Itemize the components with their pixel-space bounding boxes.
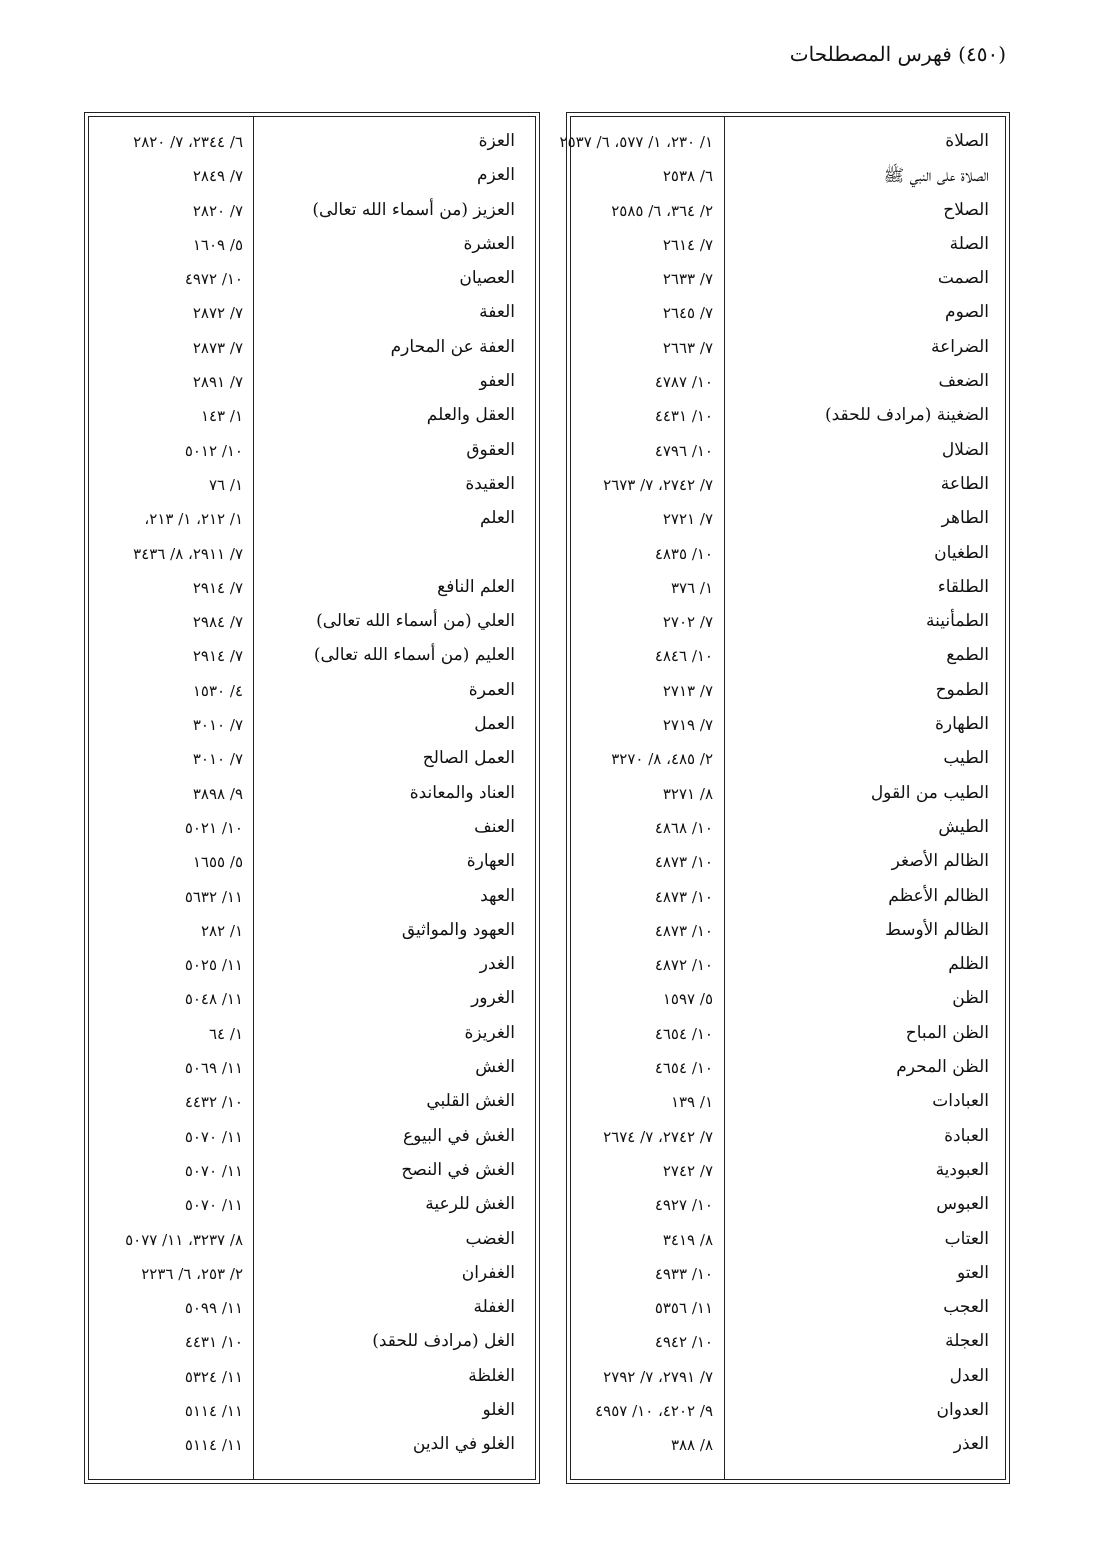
index-term: العدل	[949, 1365, 989, 1386]
index-term: العهود والمواثيق	[401, 919, 515, 940]
index-term: الغش في البيوع	[403, 1125, 515, 1146]
index-entry	[85, 333, 539, 367]
index-reference: ١/ ٦٤	[208, 1024, 243, 1043]
index-term: العقوق	[466, 439, 515, 460]
index-entry	[567, 847, 1009, 881]
index-entry	[85, 264, 539, 298]
index-entry	[567, 1430, 1009, 1464]
index-entry	[567, 882, 1009, 916]
index-entry	[85, 1087, 539, 1121]
index-reference: ٧/ ٢٦٣٣	[662, 270, 713, 289]
index-entry	[85, 1362, 539, 1396]
index-entry	[567, 607, 1009, 641]
index-entry	[85, 916, 539, 950]
index-entry	[567, 298, 1009, 332]
index-entry	[85, 1396, 539, 1430]
index-term: الغفران	[461, 1262, 515, 1283]
index-reference: ٧/ ٢٨٤٩	[192, 167, 243, 186]
index-reference: ٧/ ٢٧٤٢	[662, 1161, 713, 1180]
index-term: الطهارة	[935, 714, 989, 735]
index-entry	[567, 813, 1009, 847]
index-reference: ٧/ ٢٩١١، ٨/ ٣٤٣٦	[133, 544, 243, 563]
index-term: العذر	[953, 1434, 989, 1455]
index-entry	[567, 196, 1009, 230]
index-term: الظن	[952, 988, 989, 1009]
index-entry	[567, 264, 1009, 298]
index-reference: ١١/ ٥٠٩٩	[184, 1299, 243, 1318]
index-term: الظالم الأعظم	[888, 885, 989, 906]
index-reference: ٨/ ٣٤١٩	[662, 1230, 713, 1249]
index-reference: ١٠/ ٥٠٢١	[184, 818, 243, 837]
index-reference: ١١/ ٥٠٦٩	[184, 1059, 243, 1078]
index-term: الضعف	[938, 371, 989, 392]
index-entry	[85, 1293, 539, 1327]
index-reference: ١٠/ ٤٩٢٧	[654, 1196, 713, 1215]
index-reference: ١٠/ ٤٨٧٣	[654, 887, 713, 906]
index-reference: ١/ ٣٧٦	[670, 578, 713, 597]
index-reference: ١١/ ٥٣٢٤	[184, 1367, 243, 1386]
index-entry	[85, 1225, 539, 1259]
index-term: العبادة	[944, 1125, 989, 1146]
index-reference: ٧/ ٢٦١٤	[662, 235, 713, 254]
index-entry	[85, 744, 539, 778]
index-reference: ١/ ١٣٩	[670, 1093, 713, 1112]
index-reference: ٧/ ٢٨٩١	[192, 373, 243, 392]
index-term: العنف	[474, 816, 515, 837]
index-reference: ٧/ ٢٩٨٤	[192, 613, 243, 632]
index-reference: ١/ ١٤٣	[200, 407, 243, 426]
index-term: العجب	[943, 1297, 989, 1318]
index-term: الطغيان	[934, 542, 989, 563]
index-term: الظلم	[948, 954, 989, 975]
index-term: الظالم الأوسط	[885, 919, 989, 940]
index-reference: ١١/ ٥٠٧٠	[184, 1127, 243, 1146]
index-term: العلي (من أسماء الله تعالى)	[316, 611, 515, 632]
index-term: الغش القلبي	[426, 1091, 515, 1112]
index-column-left	[84, 112, 540, 1484]
index-reference: ١٠/ ٤٧٨٧	[654, 373, 713, 392]
index-reference: ٧/ ٢٧١٩	[662, 716, 713, 735]
index-term: العقيدة	[465, 473, 515, 494]
index-term: الغلو	[482, 1399, 515, 1420]
index-reference: ١٠/ ٤٨٧٣	[654, 853, 713, 872]
index-reference: ١/ ٧٦	[208, 475, 243, 494]
index-reference: ٨/ ٣٢٧١	[662, 784, 713, 803]
index-reference: ٧/ ٢٧١٣	[662, 681, 713, 700]
index-term: العفة عن المحارم	[390, 336, 515, 357]
index-entry	[567, 710, 1009, 744]
index-reference: ٤/ ١٥٣٠	[192, 681, 243, 700]
index-term: الظالم الأصغر	[891, 851, 989, 872]
index-term: الطمع	[946, 645, 989, 666]
index-term: الصلاح	[943, 199, 989, 220]
index-term: العقل والعلم	[426, 405, 515, 426]
index-entry	[559, 127, 1009, 161]
index-term: الطيب من القول	[870, 782, 989, 803]
index-term: العتاب	[944, 1228, 989, 1249]
index-term: العتو	[956, 1262, 989, 1283]
index-term: الغلظة	[468, 1365, 515, 1386]
index-reference: ٦/ ٢٥٣٨	[662, 167, 713, 186]
index-reference: ١٠/ ٤٤٣١	[654, 407, 713, 426]
index-reference: ١١/ ٥٣٥٦	[654, 1299, 713, 1318]
index-reference: ١٠/ ٤٦٥٤	[654, 1024, 713, 1043]
index-term: الغش في النصح	[401, 1159, 515, 1180]
index-reference: ٨/ ٣٨٨	[670, 1436, 713, 1455]
index-term: الطمأنينة	[926, 611, 989, 632]
index-reference: ١٠/ ٤٨٧٢	[654, 956, 713, 975]
index-entry	[85, 436, 539, 470]
index-entry	[567, 950, 1009, 984]
index-reference: ٧/ ٢٦٤٥	[662, 304, 713, 323]
index-reference: ١٠/ ٤٨٤٦	[654, 647, 713, 666]
index-reference: ١٠/ ٤٤٣١	[184, 1333, 243, 1352]
index-reference: ٧/ ٢٨٧٣	[192, 338, 243, 357]
index-term: الغش	[475, 1057, 515, 1078]
index-entry	[567, 744, 1009, 778]
index-reference: ١١/ ٥١١٤	[184, 1401, 243, 1420]
index-entry	[85, 504, 539, 538]
index-term: الطيب	[943, 748, 989, 769]
index-entry	[85, 401, 539, 435]
index-term: العمل الصالح	[422, 748, 515, 769]
index-term: الطموح	[935, 679, 989, 700]
index-reference: ١/ ٢٨٢	[200, 921, 243, 940]
index-term: العناد والمعاندة	[409, 782, 515, 803]
index-entry	[567, 367, 1009, 401]
index-term: الغضب	[465, 1228, 515, 1249]
index-reference: ١٠/ ٤٦٥٤	[654, 1059, 713, 1078]
index-term: العهد	[480, 885, 515, 906]
page-header: (٤٥٠) فهرس المصطلحات	[789, 42, 1006, 66]
index-term: الغريزة	[464, 1022, 515, 1043]
index-reference: ١١/ ٥٠٧٠	[184, 1196, 243, 1215]
index-term: الغدر	[479, 954, 515, 975]
index-reference: ١٠/ ٤٩٤٢	[654, 1333, 713, 1352]
index-entry	[85, 1053, 539, 1087]
index-reference: ٧/ ٢٩١٤	[192, 647, 243, 666]
index-term: العهارة	[466, 851, 515, 872]
index-term: الطلقاء	[937, 576, 989, 597]
index-reference: ٧/ ٢٧٤٢، ٧/ ٢٦٧٣	[603, 475, 713, 494]
index-entry	[85, 882, 539, 916]
index-entry	[85, 298, 539, 332]
index-column-right	[559, 112, 1010, 1484]
index-reference: ١/ ٢١٢، ١/ ٢١٣،	[144, 510, 243, 529]
index-entry	[567, 676, 1009, 710]
index-reference: ١٠/ ٤٤٣٢	[184, 1093, 243, 1112]
index-term: الظن المحرم	[896, 1057, 989, 1078]
index-term: الصلاة على النبي ﷺ	[883, 166, 989, 187]
index-entry	[85, 1156, 539, 1190]
index-entry	[85, 539, 539, 573]
index-entry	[567, 401, 1009, 435]
index-term: العمرة	[468, 679, 515, 700]
index-reference: ١١/ ٥٦٣٢	[184, 887, 243, 906]
index-term: العلم النافع	[437, 576, 515, 597]
index-entry	[567, 573, 1009, 607]
index-reference: ١٠/ ٤٨٧٣	[654, 921, 713, 940]
index-rows-left	[85, 127, 539, 1465]
index-term: العبودية	[935, 1159, 989, 1180]
index-entry	[85, 573, 539, 607]
index-reference: ٧/ ٣٠١٠	[192, 750, 243, 769]
index-reference: ٧/ ٢٧٢١	[662, 510, 713, 529]
index-entry	[567, 539, 1009, 573]
index-term: العبوس	[936, 1194, 989, 1215]
index-entry	[567, 1156, 1009, 1190]
index-entry	[85, 984, 539, 1018]
index-entry	[85, 367, 539, 401]
index-term: الغرور	[471, 988, 515, 1009]
index-entry	[567, 779, 1009, 813]
index-entry	[85, 641, 539, 675]
index-entry	[567, 1053, 1009, 1087]
index-entry	[567, 1190, 1009, 1224]
index-reference: ٧/ ٢٧٩١، ٧/ ٢٧٩٢	[603, 1367, 713, 1386]
index-term: العزم	[476, 165, 515, 186]
index-reference: ١١/ ٥٠٧٠	[184, 1161, 243, 1180]
index-term: الضلال	[941, 439, 989, 460]
index-term: الطيش	[938, 816, 989, 837]
index-term: العجلة	[945, 1331, 989, 1352]
index-term: العصيان	[459, 268, 515, 289]
index-reference: ٢/ ٢٥٣، ٦/ ٢٢٣٦	[141, 1264, 243, 1283]
index-reference: ٦/ ٢٣٤٤، ٧/ ٢٨٢٠	[133, 133, 243, 151]
index-reference: ١١/ ٥١١٤	[184, 1436, 243, 1455]
index-term: الضغينة (مرادف للحقد)	[825, 405, 989, 426]
index-entry	[85, 1327, 539, 1361]
index-entry	[567, 1362, 1009, 1396]
index-entry	[85, 1259, 539, 1293]
index-entry	[85, 161, 539, 195]
index-term: الضراعة	[930, 336, 989, 357]
index-entry	[567, 984, 1009, 1018]
index-reference: ٧/ ٢٨٢٠	[192, 201, 243, 220]
index-term: الصوم	[945, 302, 989, 323]
index-reference: ١٠/ ٤٩٧٢	[184, 270, 243, 289]
index-entry	[567, 436, 1009, 470]
index-reference: ١/ ٢٣٠، ١/ ٥٧٧، ٦/ ٢٥٣٧	[559, 133, 713, 151]
index-term: الصمت	[937, 268, 989, 289]
index-reference: ٥/ ١٦٥٥	[192, 853, 243, 872]
index-term: العفة	[479, 302, 515, 323]
index-entry	[85, 676, 539, 710]
index-entry	[85, 1430, 539, 1464]
index-term: العمل	[474, 714, 515, 735]
index-reference: ٧/ ٢٩١٤	[192, 578, 243, 597]
index-entry	[567, 1225, 1009, 1259]
index-term: الغش للرعية	[425, 1194, 515, 1215]
index-term: العلم	[479, 508, 515, 529]
index-entry	[567, 1259, 1009, 1293]
index-entry	[567, 1327, 1009, 1361]
index-reference: ١٠/ ٥٠١٢	[184, 441, 243, 460]
index-entry	[85, 470, 539, 504]
index-entry	[567, 333, 1009, 367]
index-entry	[85, 607, 539, 641]
index-entry	[85, 847, 539, 881]
index-rows-right	[559, 127, 1009, 1465]
index-reference: ٩/ ٣٨٩٨	[192, 784, 243, 803]
index-entry	[85, 1190, 539, 1224]
index-term: الغل (مرادف للحقد)	[372, 1331, 515, 1352]
index-reference: ٧/ ٢٧٠٢	[662, 613, 713, 632]
index-entry	[85, 779, 539, 813]
index-reference: ٩/ ٤٢٠٢، ١٠/ ٤٩٥٧	[595, 1401, 713, 1420]
index-entry	[85, 196, 539, 230]
index-term: الصلة	[949, 233, 989, 254]
index-term: العزيز (من أسماء الله تعالى)	[312, 199, 515, 220]
index-term: الظن المباح	[905, 1022, 989, 1043]
index-reference: ١٠/ ٤٨٦٨	[654, 818, 713, 837]
index-entry	[567, 1019, 1009, 1053]
index-entry	[85, 813, 539, 847]
index-term: العزة	[478, 131, 515, 151]
index-reference: ٧/ ٢٧٤٢، ٧/ ٢٦٧٤	[603, 1127, 713, 1146]
index-entry	[567, 161, 1009, 195]
index-entry	[567, 470, 1009, 504]
index-term: العبادات	[932, 1091, 989, 1112]
index-entry	[567, 1396, 1009, 1430]
index-entry	[567, 1122, 1009, 1156]
index-entry	[567, 916, 1009, 950]
index-reference: ٢/ ٣٦٤، ٦/ ٢٥٨٥	[611, 201, 713, 220]
index-entry	[567, 230, 1009, 264]
index-reference: ٥/ ١٦٠٩	[192, 235, 243, 254]
index-entry	[85, 1122, 539, 1156]
index-entry	[567, 1293, 1009, 1327]
index-term: العشرة	[463, 233, 515, 254]
index-entry	[567, 641, 1009, 675]
index-reference: ٧/ ٢٨٧٢	[192, 304, 243, 323]
index-reference: ١٠/ ٤٨٣٥	[654, 544, 713, 563]
index-reference: ٧/ ٣٠١٠	[192, 716, 243, 735]
index-reference: ٨/ ٣٢٣٧، ١١/ ٥٠٧٧	[125, 1230, 243, 1249]
index-entry	[85, 710, 539, 744]
index-term: الطاهر	[941, 508, 989, 529]
index-term: الصلاة	[945, 131, 989, 151]
index-entry	[85, 127, 539, 161]
index-term: العليم (من أسماء الله تعالى)	[313, 645, 515, 666]
index-reference: ٥/ ١٥٩٧	[662, 990, 713, 1009]
index-reference: ٧/ ٢٦٦٣	[662, 338, 713, 357]
index-entry	[567, 1087, 1009, 1121]
index-term: العفو	[479, 371, 515, 392]
index-entry	[85, 1019, 539, 1053]
index-entry	[567, 504, 1009, 538]
index-entry	[85, 950, 539, 984]
index-reference: ٢/ ٤٨٥، ٨/ ٣٢٧٠	[611, 750, 713, 769]
index-reference: ١١/ ٥٠٤٨	[184, 990, 243, 1009]
index-entry	[85, 230, 539, 264]
index-term: الغلو في الدين	[412, 1434, 515, 1455]
index-reference: ١٠/ ٤٧٩٦	[654, 441, 713, 460]
index-reference: ١١/ ٥٠٢٥	[184, 956, 243, 975]
index-term: الغفلة	[473, 1297, 515, 1318]
index-term: العدوان	[936, 1399, 989, 1420]
index-reference: ١٠/ ٤٩٣٣	[654, 1264, 713, 1283]
index-term: الطاعة	[940, 473, 989, 494]
